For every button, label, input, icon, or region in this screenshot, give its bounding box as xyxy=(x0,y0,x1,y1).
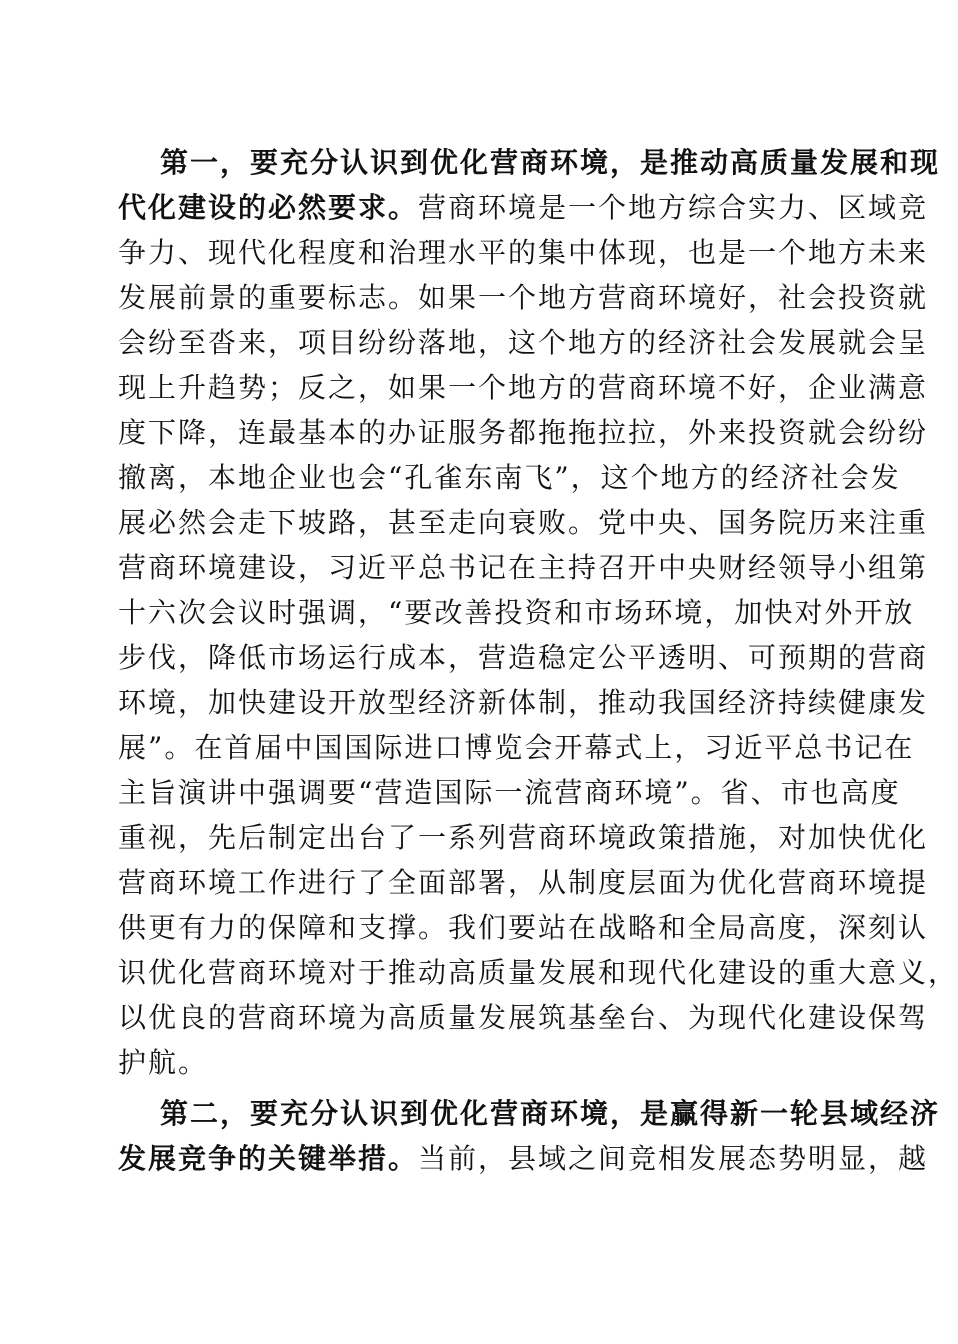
text-line xyxy=(118,815,929,860)
body-text: 识优化营商环境对于推动高质量发展和现代化建设的重大意义， xyxy=(118,956,958,989)
text-line xyxy=(118,185,929,230)
text-line xyxy=(118,590,915,635)
body-text: 环境，加快建设开放型经济新体制，推动我国经济持续健康发 xyxy=(118,686,929,719)
text-line xyxy=(118,950,958,995)
body-text: 营商环境工作进行了全面部署，从制度层面为优化营商环境提 xyxy=(118,866,929,899)
body-text: 会纷至沓来，项目纷纷落地，这个地方的经济社会发展就会呈 xyxy=(118,326,929,359)
text-line xyxy=(118,1040,834,1085)
text-line xyxy=(118,770,901,815)
body-text: 步伐，降低市场运行成本，营造稳定公平透明、可预期的营商 xyxy=(118,641,929,674)
document-body xyxy=(118,140,958,1181)
body-text: 争力、现代化程度和治理水平的集中体现，也是一个地方未来 xyxy=(118,236,929,269)
body-text: 发展前景的重要标志。如果一个地方营商环境好，社会投资就 xyxy=(118,281,929,314)
body-text: 营商环境建设，习近平总书记在主持召开中央财经领导小组第 xyxy=(118,551,929,584)
body-text: 展”。在首届中国国际进口博览会开幕式上，习近平总书记在 xyxy=(118,731,915,764)
body-text: 营商环境是一个地方综合实力、区域竞 xyxy=(418,191,929,224)
lead-text: 第一，要充分认识到优化营商环境，是推动高质量发展和现 xyxy=(160,146,941,179)
lead-text: 第二，要充分认识到优化营商环境，是赢得新一轮县域经济 xyxy=(160,1097,941,1130)
text-line xyxy=(118,545,929,590)
paragraph-1 xyxy=(118,140,958,1085)
text-line xyxy=(118,725,915,770)
text-line xyxy=(118,230,929,275)
text-line xyxy=(118,1136,929,1181)
text-line xyxy=(118,995,929,1040)
text-line xyxy=(118,275,929,320)
body-text: 以优良的营商环境为高质量发展筑基垒台、为现代化建设保驾 xyxy=(118,1001,929,1034)
text-line xyxy=(118,635,929,680)
body-text: 展必然会走下坡路，甚至走向衰败。党中央、国务院历来注重 xyxy=(118,506,929,539)
text-line xyxy=(118,905,929,950)
text-line xyxy=(118,1091,941,1136)
body-text: 重视，先后制定出台了一系列营商环境政策措施，对加快优化 xyxy=(118,821,929,854)
body-text: 供更有力的保障和支撑。我们要站在战略和全局高度，深刻认 xyxy=(118,911,929,944)
body-text: 度下降，连最基本的办证服务都拖拖拉拉，外来投资就会纷纷 xyxy=(118,416,929,449)
text-line xyxy=(118,455,901,500)
text-line xyxy=(118,365,929,410)
lead-text: 发展竞争的关键举措。 xyxy=(118,1142,419,1175)
text-line xyxy=(118,500,929,545)
body-text: 主旨演讲中强调要“营造国际一流营商环境”。省、市也高度 xyxy=(118,776,901,809)
body-text: 护航。 xyxy=(118,1046,209,1079)
body-text: 十六次会议时强调，“要改善投资和市场环境，加快对外开放 xyxy=(118,596,915,629)
text-line xyxy=(118,320,929,365)
body-text: 撤离，本地企业也会“孔雀东南飞”，这个地方的经济社会发 xyxy=(118,461,901,494)
text-line xyxy=(118,860,929,905)
text-line xyxy=(118,410,929,455)
paragraph-2 xyxy=(118,1091,941,1181)
text-line xyxy=(118,680,929,725)
body-text: 当前，县域之间竞相发展态势明显，越 xyxy=(418,1142,929,1175)
body-text: 现上升趋势；反之，如果一个地方的营商环境不好，企业满意 xyxy=(118,371,929,404)
text-line xyxy=(118,140,941,185)
lead-text: 代化建设的必然要求。 xyxy=(118,191,419,224)
